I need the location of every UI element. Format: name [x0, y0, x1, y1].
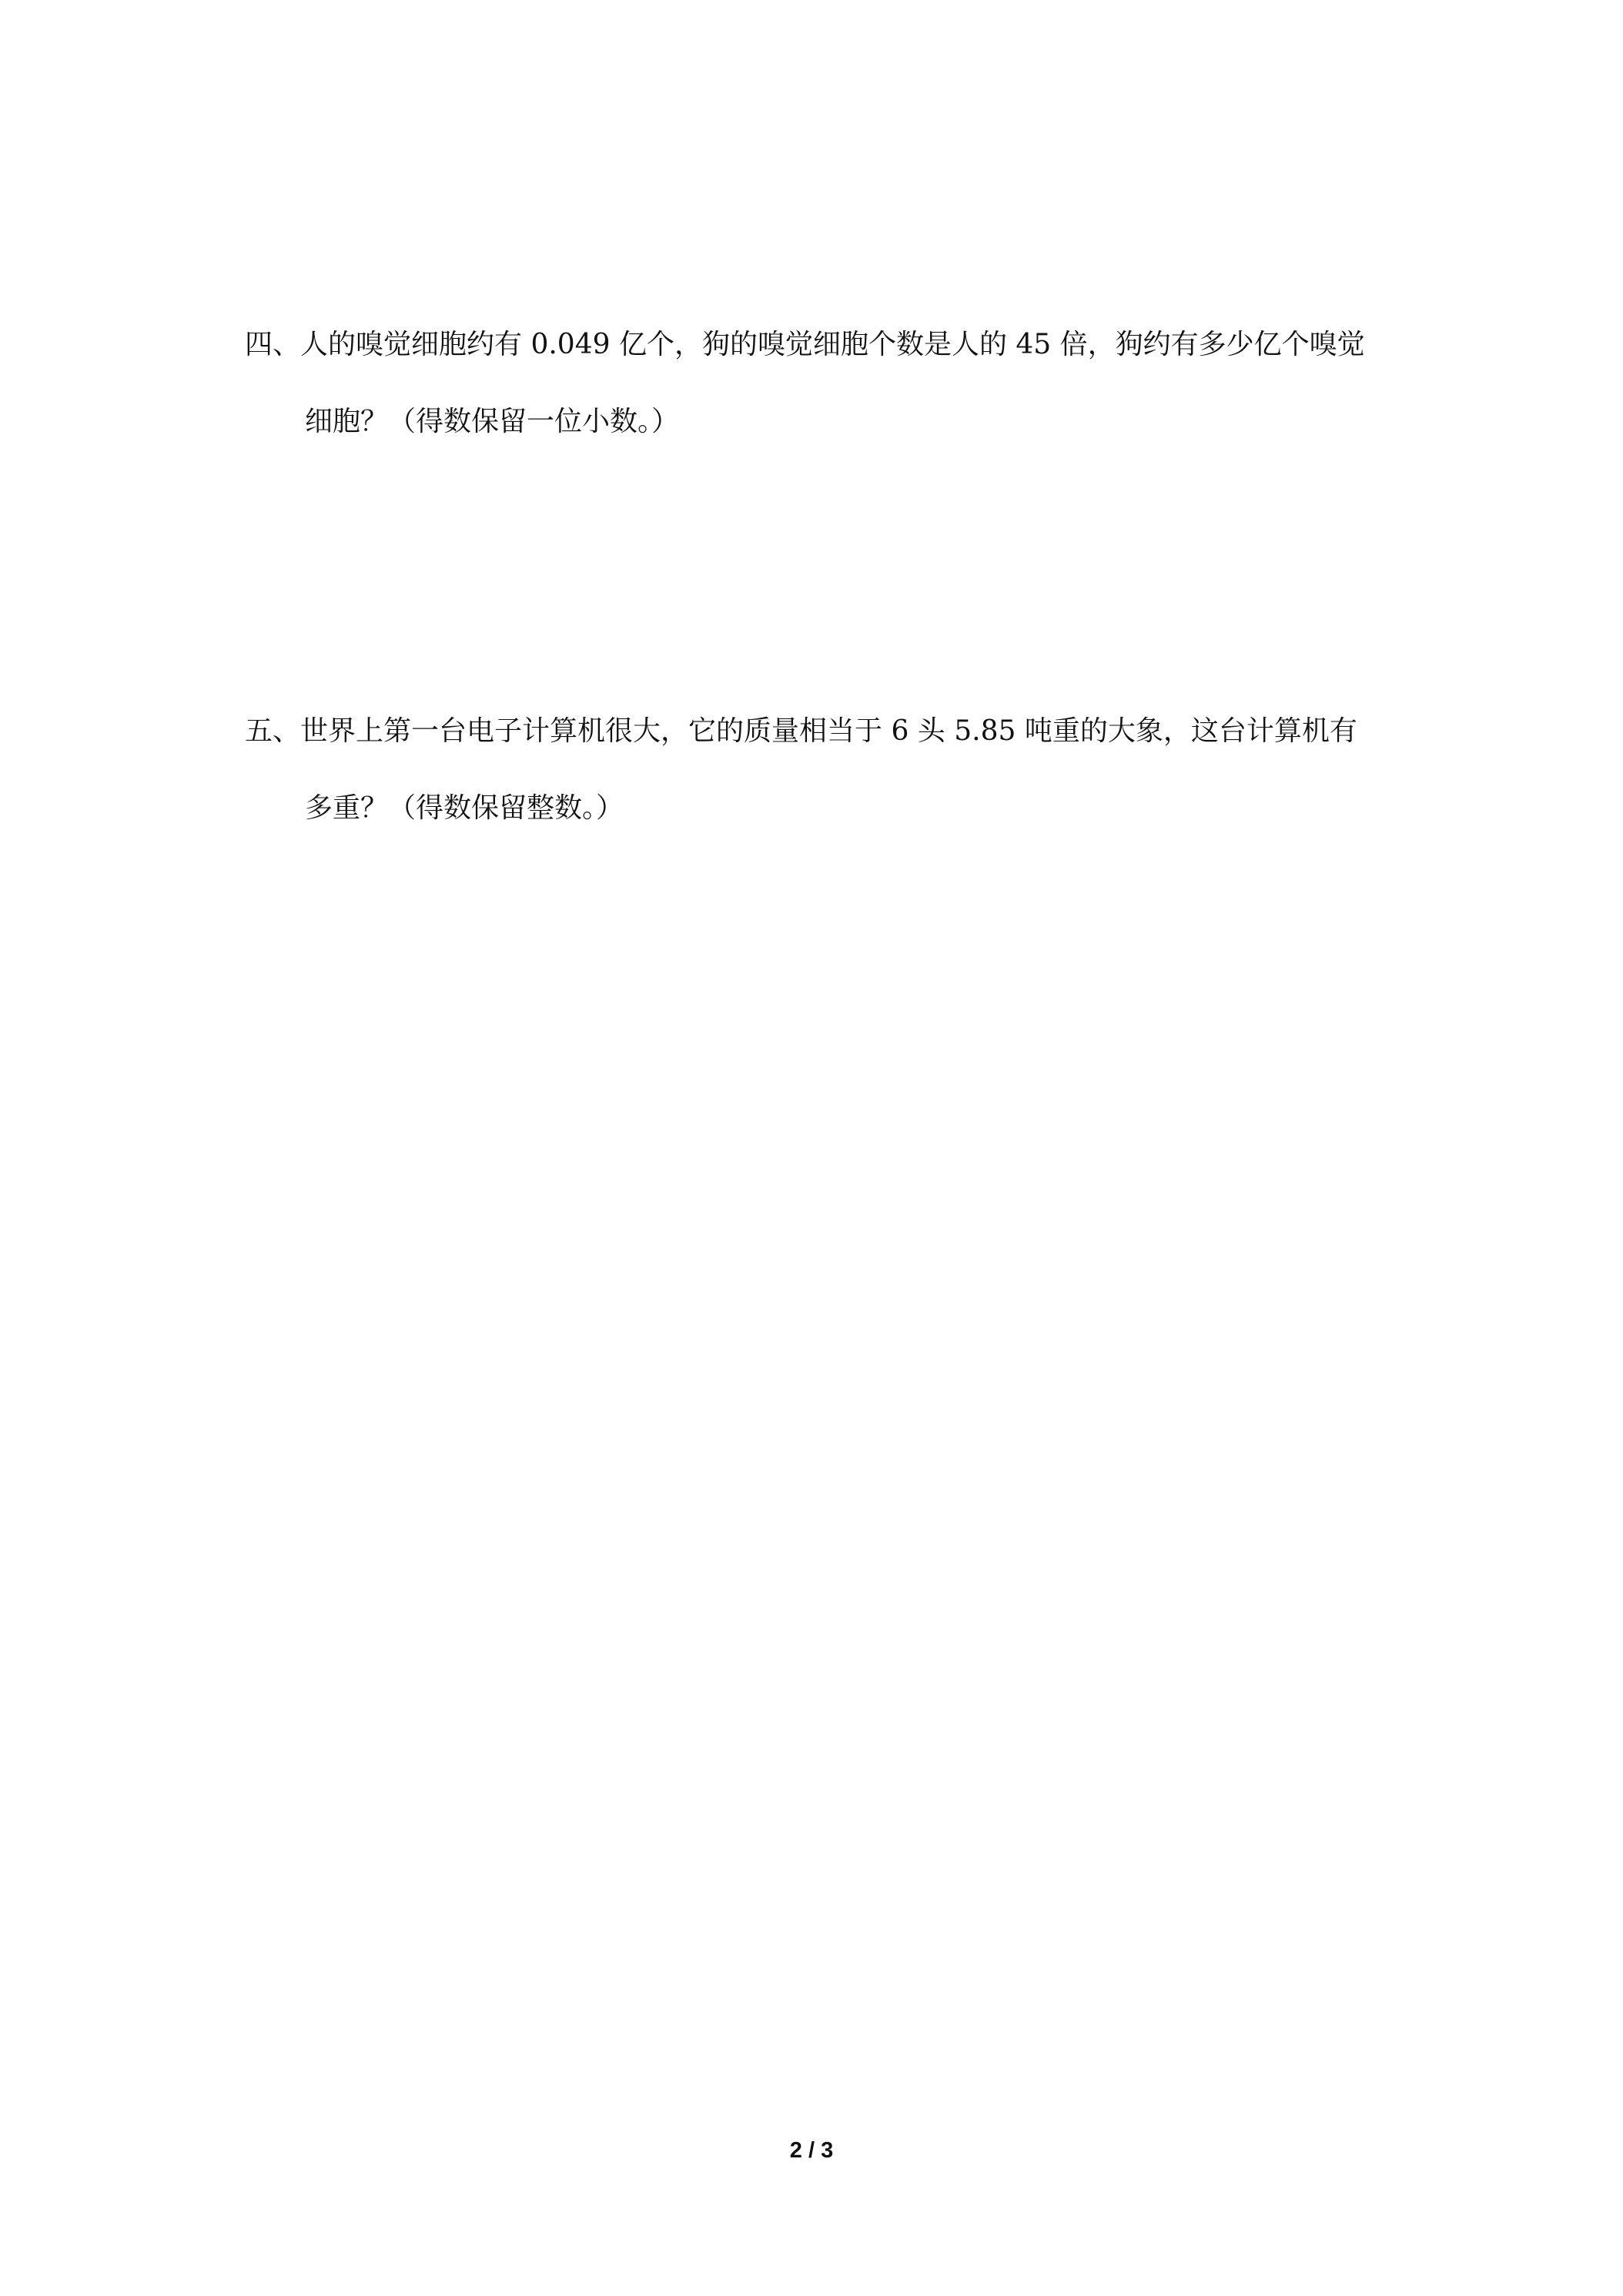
page-number: 2 / 3: [789, 2138, 834, 2163]
question-4: [245, 331, 1392, 436]
question-4-line-1: 四、人的嗅觉细胞约有 0.049 亿个，狗的嗅觉细胞个数是人的 45 倍，狗约有多少亿个嗅觉: [245, 329, 1365, 360]
question-5: [245, 715, 1392, 824]
question-5-line-1: 五、世界上第一台电子计算机很大，它的质量相当于 6 头 5.85 吨重的大象，这台计算机有: [245, 715, 1357, 747]
question-5-line-2: 多重？（得数保留整数。）: [305, 792, 624, 824]
question-4-line-2: 细胞？（得数保留一位小数。）: [305, 406, 680, 437]
